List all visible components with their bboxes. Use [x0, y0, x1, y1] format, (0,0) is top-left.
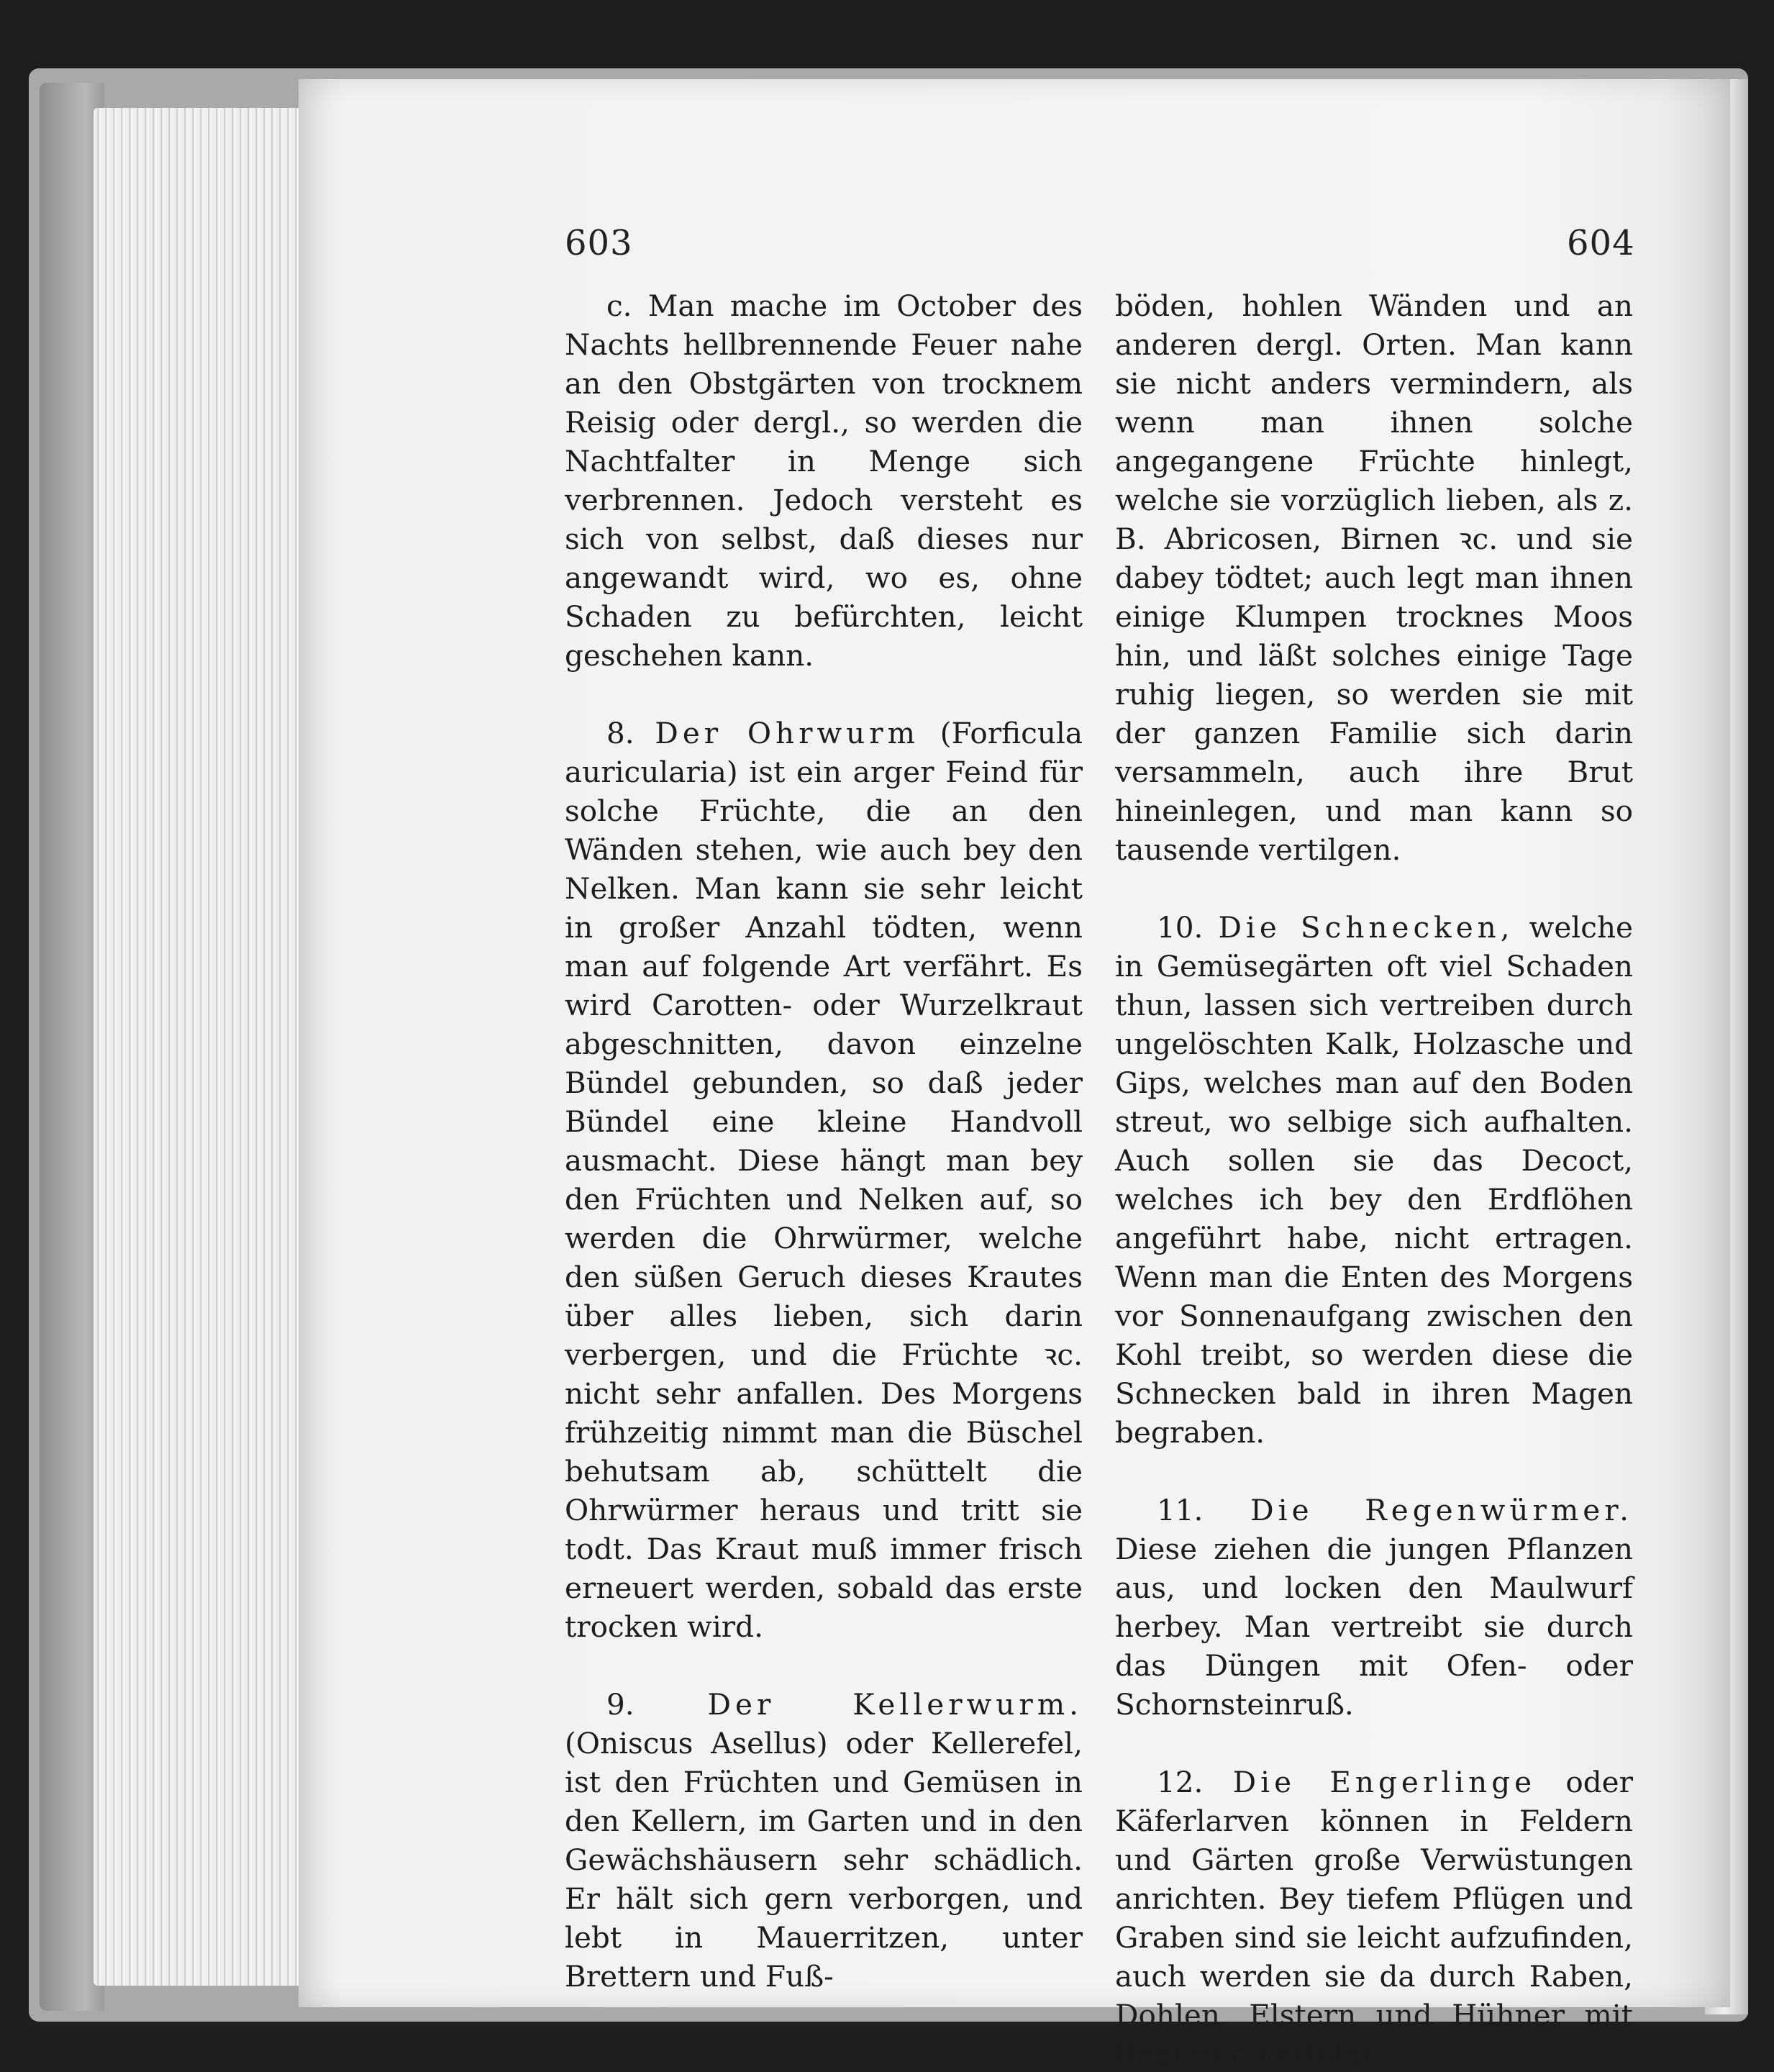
- paragraph-heading: Die Schnecken,: [1218, 910, 1514, 945]
- paragraph-text: (Oniscus Asellus) oder Kellerefel, ist den Früchten und Gemüsen in den Kellern, im Garten und in den Gewächshäusern sehr schädlich. Er hält sich gern verborgen, und lebt in Mauerritzen, unter Brettern und Fuß-: [565, 1726, 1083, 1994]
- paragraph-label: 12.: [1157, 1765, 1204, 1799]
- paragraph-label: 11.: [1157, 1493, 1204, 1527]
- paragraph-text: welche in Gemüsegärten oft viel Schaden thun, lassen sich vertreiben durch ungelöschten Kalk, Holzasche und Gips, welches man auf den Boden streut, wo selbige sich aufhalten. Auch sollen sie das Decoct, welches ich bey den Erdflöhen angeführt habe, nicht ertragen. Wenn man die Enten des Morgens vor Sonnenaufgang zwischen den Kohl treibt, so werden diese die Schnecken bald in ihren Magen begraben.: [1115, 910, 1633, 1450]
- paragraph-text: oder Käferlarven können in Feldern und Gärten große Verwüstungen anrichten. Bey tiefem Pflügen und Graben sind sie leicht aufzufinden, auch werden sie da durch Raben, Dohlen, Elstern und Hühner mit Begierde verfolgt.: [1115, 1765, 1633, 2071]
- paragraph-10: [1115, 908, 1633, 1452]
- paragraph-text: Diese ziehen die jungen Pflanzen aus, und locken den Maulwurf herbey. Man vertreibt sie durch das Düngen mit Ofen- oder Schornsteinruß.: [1115, 1532, 1633, 1722]
- right-text-column: [1115, 286, 1633, 2072]
- paragraph-label: 10.: [1157, 910, 1204, 945]
- paragraph-label: c.: [606, 288, 632, 323]
- left-text-column: [565, 286, 1083, 1996]
- page-number-right: 604: [1567, 223, 1635, 263]
- paragraph-c: [565, 286, 1083, 675]
- paragraph-text: Man mache im October des Nachts hellbrennende Feuer nahe an den Obstgärten von trocknem Reisig oder dergl., so werden die Nachtfalter in Menge sich verbrennen. Jedoch versteht es sich von selbst, daß dieses nur angewandt wird, wo es, ohne Schaden zu befürchten, leicht geschehen kann.: [565, 288, 1083, 673]
- page-number-left: 603: [565, 223, 633, 263]
- paragraph-text: (Forficula auricularia) ist ein arger Feind für solche Früchte, die an den Wänden stehen, wie auch bey den Nelken. Man kann sie sehr leicht in großer Anzahl tödten, wenn man auf folgende Art verfährt. Es wird Carotten- oder Wurzelkraut abgeschnitten, davon einzelne Bündel gebunden, so daß jeder Bündel eine kleine Handvoll ausmacht. Diese hängt man bey den Früchten und Nelken auf, so werden die Ohrwürmer, welche den süßen Geruch dieses Krautes über alles lieben, sich darin verbergen, und die Früchte ꝛc. nicht sehr anfallen. Des Morgens frühzeitig nimmt man die Büschel behutsam ab, schüttelt die Ohrwürmer heraus und tritt sie todt. Das Kraut muß immer frisch erneuert werden, sobald das erste trocken wird.: [565, 716, 1083, 1644]
- paragraph-12: [1115, 1763, 1633, 2072]
- paragraph-heading: Die Regenwürmer.: [1250, 1493, 1633, 1527]
- paragraph-heading: Der Ohrwurm: [655, 716, 919, 750]
- page-stack-edge: [94, 108, 309, 1986]
- paragraph-8: [565, 714, 1083, 1646]
- paragraph-label: 9.: [606, 1687, 634, 1722]
- paragraph-9: [565, 1685, 1083, 1996]
- paragraph-text: böden, hohlen Wänden und an anderen dergl. Orten. Man kann sie nicht anders vermindern, als wenn man ihnen solche angegangene Früchte hinlegt, welche sie vorzüglich lieben, als z. B. Abricosen, Birnen ꝛc. und sie dabey tödtet; auch legt man ihnen einige Klumpen trocknes Moos hin, und läßt solches einige Tage ruhig liegen, so werden sie mit der ganzen Familie sich darin versammeln, auch ihre Brut hineinlegen, und man kann so tausende vertilgen.: [1115, 288, 1633, 867]
- paragraph-heading: Die Engerlinge: [1232, 1765, 1537, 1799]
- paragraph-11: [1115, 1491, 1633, 1724]
- paragraph-continued: [1115, 286, 1633, 869]
- paragraph-heading: Der Kellerwurm.: [707, 1687, 1083, 1722]
- paragraph-label: 8.: [606, 716, 634, 750]
